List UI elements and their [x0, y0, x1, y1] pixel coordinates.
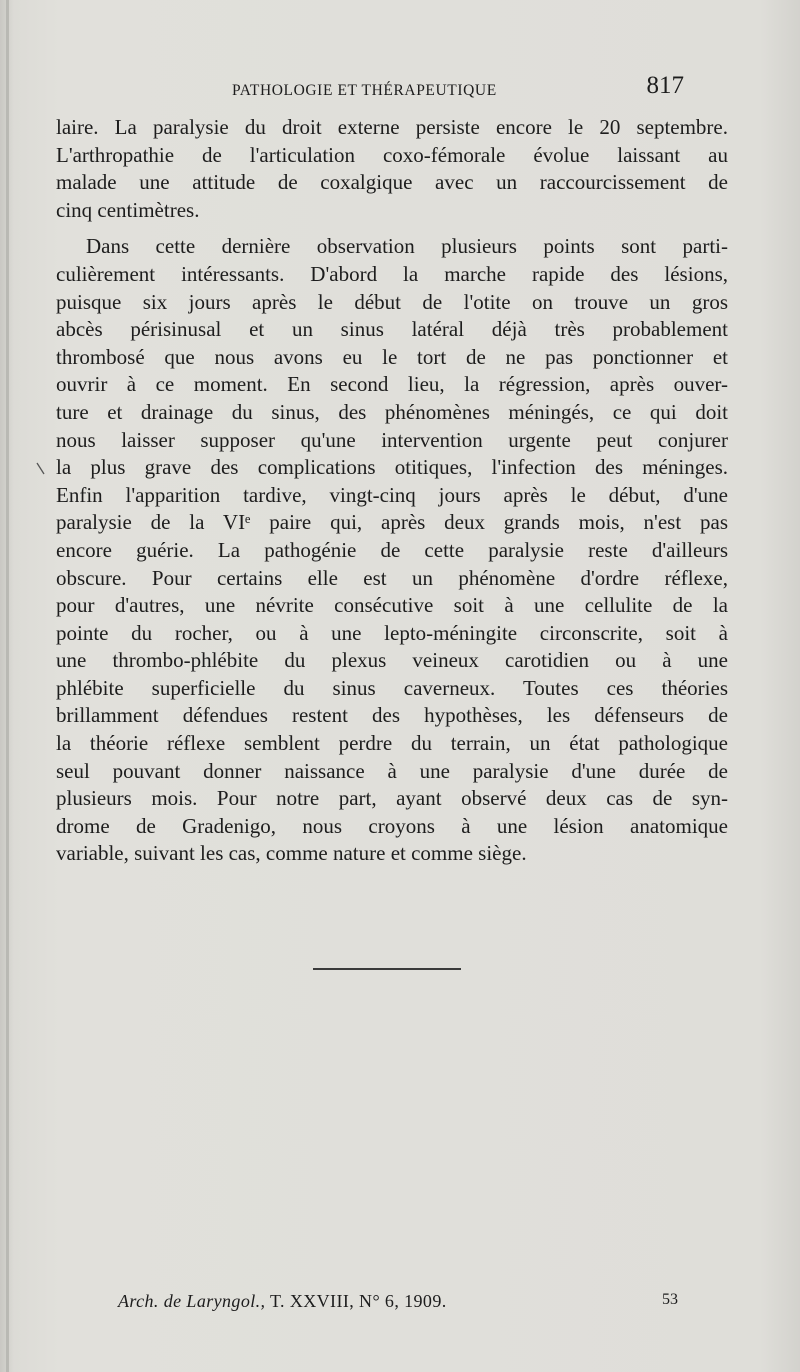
page-number: 817 — [646, 72, 684, 99]
text-line: la plus grave des complications otitiques, l'infection des méninges. — [56, 455, 728, 480]
binding-shadow — [6, 0, 9, 1372]
text-line: plusieurs mois. Pour notre part, ayant observé deux cas de syn- — [56, 786, 728, 811]
text-line: pour d'autres, une névrite consécutive soit à une cellulite de la — [56, 593, 728, 618]
text-line: paralysie de la VIᵉ paire qui, après deux grands mois, n'est pas — [56, 510, 728, 535]
text-line: phlébite superficielle du sinus caverneux. Toutes ces théories — [56, 675, 728, 700]
page-header — [232, 72, 684, 106]
journal-citation — [118, 1291, 447, 1312]
journal-title: Arch. de Laryngol., — [118, 1291, 266, 1311]
text-line: abcès périsinusal et un sinus latéral déjà très probablement — [56, 317, 728, 342]
body-text — [56, 114, 728, 868]
text-line: cinq centimètres. — [56, 197, 200, 222]
text-line: puisque six jours après le début de l'otite on trouve un gros — [56, 289, 728, 314]
section-rule — [313, 968, 461, 970]
text-line: ture et drainage du sinus, des phénomènes méningés, ce qui doit — [56, 399, 728, 424]
paragraph — [56, 233, 728, 868]
text-line: Dans cette dernière observation plusieurs points sont parti- — [86, 234, 728, 259]
text-line: brillamment défendues restent des hypothèses, les défenseurs de — [56, 703, 728, 728]
text-line: pointe du rocher, ou à une lepto-méningite circonscrite, soit à — [56, 620, 728, 645]
text-line: encore guérie. La pathogénie de cette paralysie reste d'ailleurs — [56, 537, 728, 562]
signature-mark: 53 — [662, 1291, 678, 1308]
paragraph — [56, 114, 728, 224]
text-line: variable, suivant les cas, comme nature et comme siège. — [56, 841, 527, 866]
running-head: PATHOLOGIE ET THÉRAPEUTIQUE — [232, 82, 497, 99]
text-line: drome de Gradenigo, nous croyons à une lésion anatomique — [56, 813, 728, 838]
text-line: seul pouvant donner naissance à une paralysie d'une durée de — [56, 758, 728, 783]
text-line: nous laisser supposer qu'une intervention urgente peut conjurer — [56, 427, 728, 452]
journal-volume: T. XXVIII, N° 6, 1909. — [270, 1291, 447, 1311]
text-line: une thrombo-phlébite du plexus veineux carotidien ou à une — [56, 648, 728, 673]
margin-tick-mark — [36, 462, 46, 476]
text-line: culièrement intéressants. D'abord la marche rapide des lésions, — [56, 261, 728, 286]
text-line: obscure. Pour certains elle est un phénomène d'ordre réflexe, — [56, 565, 728, 590]
text-line: la théorie réflexe semblent perdre du terrain, un état pathologique — [56, 731, 728, 756]
paragraph-gap — [56, 224, 728, 233]
page-footer — [118, 1291, 678, 1319]
text-line: thrombosé que nous avons eu le tort de ne pas ponctionner et — [56, 344, 728, 369]
text-line: ouvrir à ce moment. En second lieu, la régression, après ouver- — [56, 372, 728, 397]
text-line: malade une attitude de coxalgique avec un raccourcissement de — [56, 170, 728, 195]
text-line: laire. La paralysie du droit externe persiste encore le 20 septembre. — [56, 115, 728, 139]
text-line: Enfin l'apparition tardive, vingt-cinq jours après le début, d'une — [56, 482, 728, 507]
text-line: L'arthropathie de l'articulation coxo-fémorale évolue laissant au — [56, 142, 728, 167]
